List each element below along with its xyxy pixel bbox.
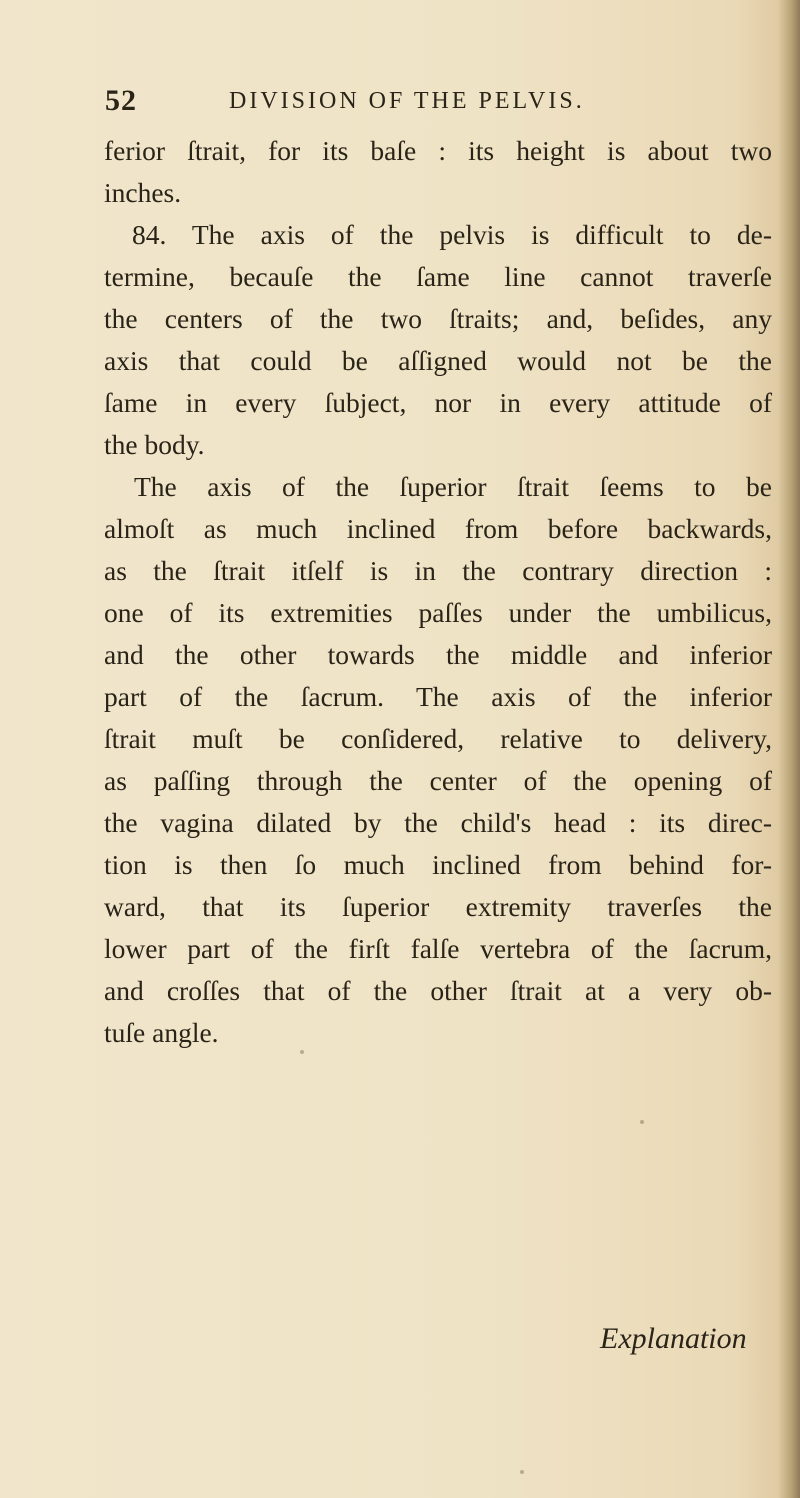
text-line: axis that could be aſſigned would not be the xyxy=(104,345,772,376)
page-header xyxy=(105,84,665,124)
paragraph-continuation xyxy=(104,130,772,214)
text-line: tion is then ſo much inclined from behind for- xyxy=(104,849,772,880)
text-line: almoſt as much inclined from before backwards, xyxy=(104,513,772,544)
text-line: the centers of the two ſtraits; and, beſides, any xyxy=(104,303,772,334)
text-line: and croſſes that of the other ſtrait at a very ob- xyxy=(104,975,772,1006)
text-line: ferior ſtrait, for its baſe : its height is about two xyxy=(104,135,772,166)
page-edge-shadow xyxy=(778,0,800,1498)
text-line: ſtrait muſt be conſidered, relative to delivery, xyxy=(104,723,772,754)
paper-speck xyxy=(520,1470,524,1474)
text-line: lower part of the firſt falſe vertebra of the ſacrum, xyxy=(104,933,772,964)
text-line: as paſſing through the center of the opening of xyxy=(104,765,772,796)
text-line: The axis of the ſuperior ſtrait ſeems to be xyxy=(134,471,772,502)
text-line: the vagina dilated by the child's head : its direc- xyxy=(104,807,772,838)
running-head: DIVISION OF THE PELVIS. xyxy=(229,88,585,114)
paper-speck xyxy=(640,1120,644,1124)
text-line: part of the ſacrum. The axis of the inferior xyxy=(104,681,772,712)
text-line: ſame in every ſubject, nor in every attitude of xyxy=(104,387,772,418)
text-line: one of its extremities paſſes under the umbilicus, xyxy=(104,597,772,628)
catchword: Explanation xyxy=(600,1322,747,1355)
text-line: and the other towards the middle and inferior xyxy=(104,639,772,670)
text-line: ward, that its ſuperior extremity traverſes the xyxy=(104,891,772,922)
body-text xyxy=(104,130,772,1054)
text-line: inches. xyxy=(104,177,182,208)
page-number: 52 xyxy=(105,84,137,117)
text-line: 84. The axis of the pelvis is difficult to de- xyxy=(132,219,772,250)
text-line: as the ſtrait itſelf is in the contrary direction : xyxy=(104,555,772,586)
paragraph-84 xyxy=(104,214,772,466)
paper-speck xyxy=(300,1050,304,1054)
text-line: the body. xyxy=(104,429,205,460)
paragraph-axis xyxy=(104,466,772,1054)
text-line: termine, becauſe the ſame line cannot traverſe xyxy=(104,261,772,292)
text-line: tuſe angle. xyxy=(104,1017,219,1048)
